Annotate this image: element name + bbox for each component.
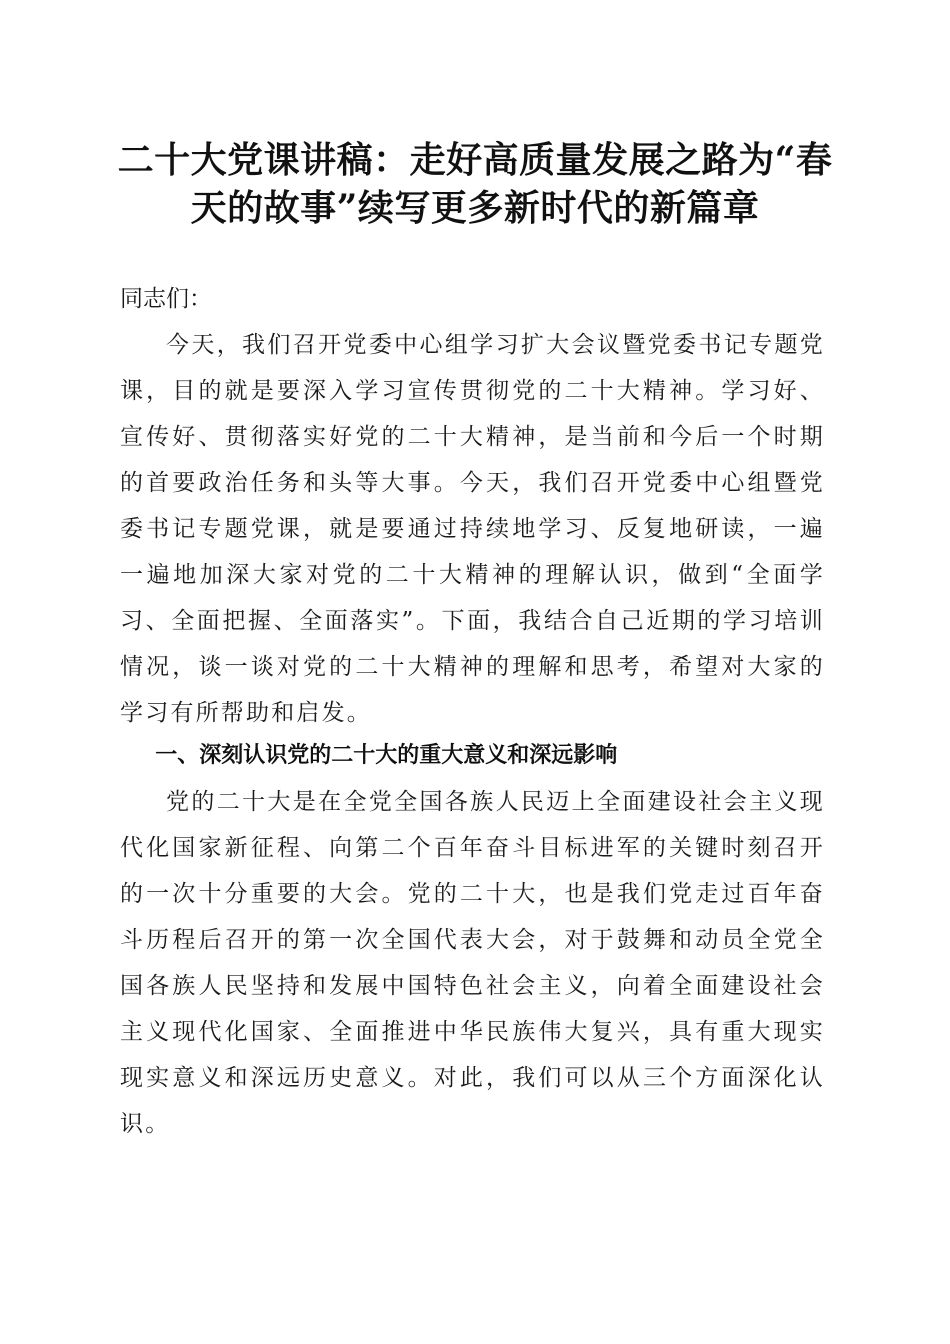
paragraph-section-1: 党的二十大是在全党全国各族人民迈上全面建设社会主义现代化国家新征程、向第二个百年奋斗目标进军的关键时刻召开的一次十分重要的大会。党的二十大，也是我们党走过百年奋斗历程后召开的第一次全国代表大会，对于鼓舞和动员全党全国各族人民坚持和发展中国特色社会主义，向着全面建设社会主义现代化国家、全面推进中华民族伟大复兴，具有重大现实现实意义和深远历史意义。对此，我们可以从三个方面深化认识。 bbox=[120, 789, 825, 1137]
salutation: 同志们： bbox=[120, 286, 212, 312]
paragraph-intro: 今天，我们召开党委中心组学习扩大会议暨党委书记专题党课，目的就是要深入学习宣传贯彻党的二十大精神。学习好、宣传好、贯彻落实好党的二十大精神，是当前和今后一个时期的首要政治任务和头等大事。今天，我们召开党委中心组暨党委书记专题党课，就是要通过持续地学习、反复地研读，一遍一遍地加深大家对党的二十大精神的理解认识，做到“全面学习、全面把握、全面落实”。下面，我结合自己近期的学习培训情况，谈一谈对党的二十大精神的理解和思考，希望对大家的学习有所帮助和启发。 bbox=[120, 332, 825, 726]
document-title: 二十大党课讲稿：走好高质量发展之路为“春天的故事”续写更多新时代的新篇章 bbox=[117, 139, 833, 229]
section-heading: 一、深刻认识党的二十大的重大意义和深远影响 bbox=[155, 743, 618, 768]
